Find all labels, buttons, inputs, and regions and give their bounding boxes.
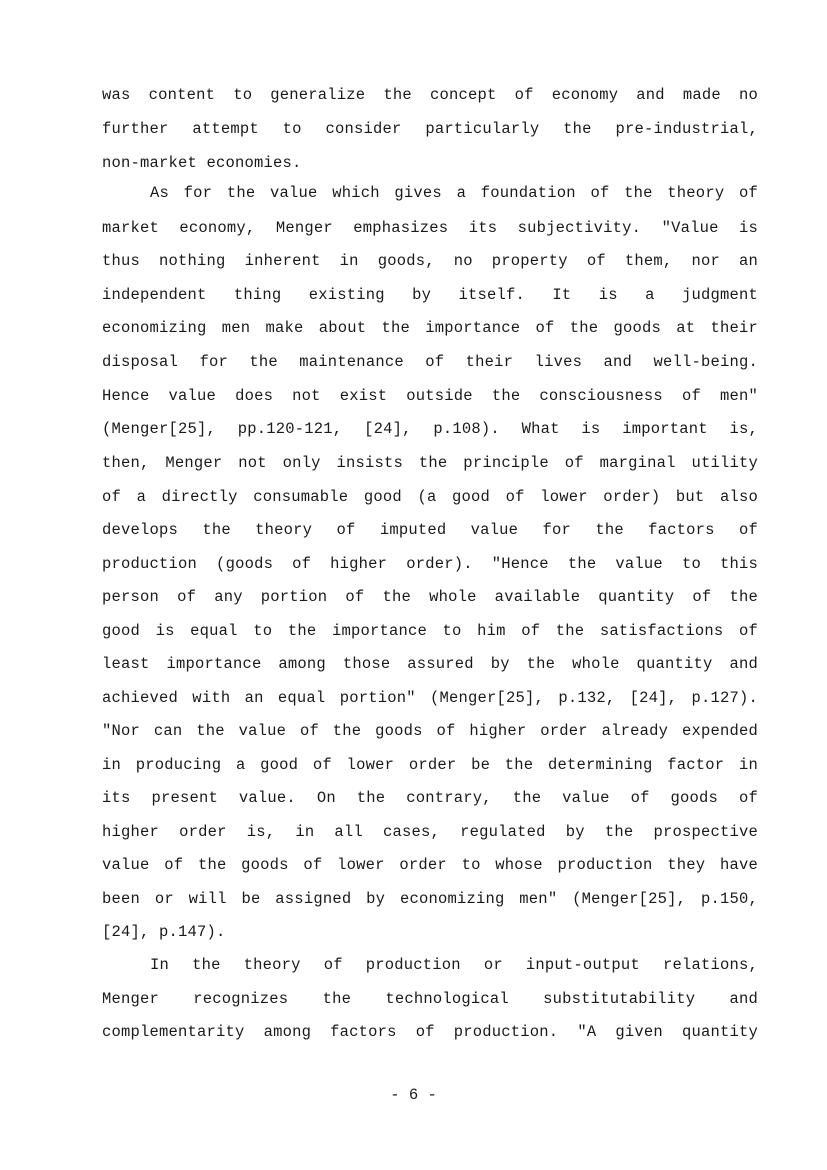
text-line: was content to generalize the concept of economy and made no bbox=[102, 86, 758, 104]
text-line: In the theory of production or input-output relations, bbox=[150, 956, 758, 974]
text-line: good is equal to the importance to him of the satisfactions of bbox=[102, 622, 758, 640]
text-line: least importance among those assured by the whole quantity and bbox=[102, 655, 758, 673]
text-line: Menger recognizes the technological substitutability and bbox=[102, 990, 758, 1008]
text-line: person of any portion of the whole available quantity of the bbox=[102, 588, 758, 606]
text-line: (Menger[25], pp.120-121, [24], p.108). What is important is, bbox=[102, 420, 758, 438]
text-line: develops the theory of imputed value for the factors of bbox=[102, 521, 758, 539]
text-line: "Nor can the value of the goods of higher order already expended bbox=[102, 722, 758, 740]
text-line: achieved with an equal portion" (Menger[25], p.132, [24], p.127). bbox=[102, 689, 758, 707]
text-line: non-market economies. bbox=[102, 154, 302, 172]
text-line: economizing men make about the importance of the goods at their bbox=[102, 319, 758, 337]
text-line: market economy, Menger emphasizes its subjectivity. "Value is bbox=[102, 219, 758, 237]
text-line: disposal for the maintenance of their lives and well-being. bbox=[102, 353, 758, 371]
text-line: been or will be assigned by economizing men" (Menger[25], p.150, bbox=[102, 890, 758, 908]
text-line: in producing a good of lower order be the determining factor in bbox=[102, 756, 758, 774]
text-line: of a directly consumable good (a good of lower order) but also bbox=[102, 488, 758, 506]
text-line: production (goods of higher order). "Hence the value to this bbox=[102, 555, 758, 573]
text-line: thus nothing inherent in goods, no property of them, nor an bbox=[102, 252, 758, 270]
text-line: higher order is, in all cases, regulated by the prospective bbox=[102, 823, 758, 841]
text-line: independent thing existing by itself. It is a judgment bbox=[102, 286, 758, 304]
text-line: Hence value does not exist outside the consciousness of men" bbox=[102, 387, 758, 405]
text-line: its present value. On the contrary, the value of goods of bbox=[102, 789, 758, 807]
text-line: As for the value which gives a foundation of the theory of bbox=[150, 184, 758, 202]
text-line: further attempt to consider particularly the pre-industrial, bbox=[102, 120, 758, 138]
text-line: then, Menger not only insists the principle of marginal utility bbox=[102, 454, 758, 472]
text-line: value of the goods of lower order to whose production they have bbox=[102, 856, 758, 874]
text-line: complementarity among factors of production. "A given quantity bbox=[102, 1023, 758, 1041]
page-number: - 6 - bbox=[390, 1086, 437, 1104]
text-line: [24], p.147). bbox=[102, 923, 226, 941]
